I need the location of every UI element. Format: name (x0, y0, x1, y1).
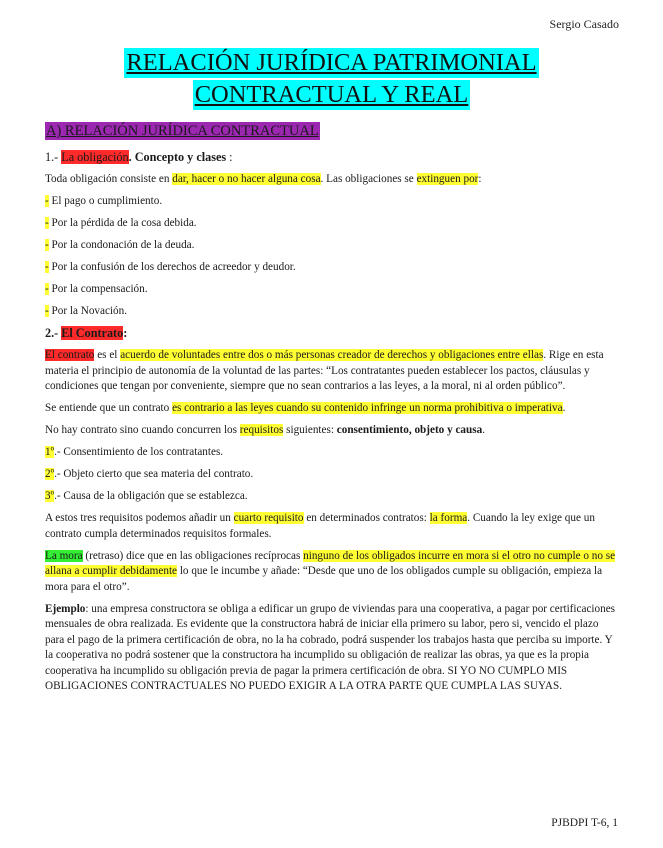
dash-marker: - (45, 195, 49, 207)
text: No hay contrato sino cuando concurren los (45, 424, 240, 436)
requisito-number: 3º (45, 490, 55, 502)
text: . (562, 402, 566, 414)
highlight: cuarto requisito (233, 512, 304, 524)
list-item-text: Por la Novación. (48, 305, 128, 317)
requisito-text: .- Causa de la obligación que se establezca. (54, 490, 248, 502)
heading-number: 1.- (45, 150, 62, 164)
list-item (45, 304, 617, 320)
highlight: es contrario a las leyes cuando su contenido infringe un norma prohibitiva o imperativa (172, 402, 563, 414)
requisito-text: .- Consentimiento de los contratantes. (54, 446, 224, 458)
paragraph-contrato (45, 348, 617, 395)
requisito-item (45, 445, 617, 461)
text: . Rige en esta materia el principio de autonomía de la voluntad de las partes: “Los contratantes pueden establecer los pactos, cláusulas y condiciones que tengan por conveniente, siempre que no sean contrarios a las leyes, a la moral, ni al orden público”. (45, 349, 604, 392)
list-item (45, 194, 617, 210)
requisito-item (45, 467, 617, 483)
text: Se entiende que un contrato (45, 402, 173, 414)
dash-marker: - (45, 239, 49, 251)
highlight: ninguno de los obligados incurre en mora si el otro no cumple o no se allana a cumplir debidamente (45, 549, 616, 577)
bold-text: consentimiento, objeto y causa (336, 424, 483, 436)
text: es el (94, 349, 121, 361)
text: : (478, 173, 482, 185)
title-line-2: CONTRACTUAL Y REAL (194, 81, 469, 108)
list-item-text: Por la compensación. (48, 283, 148, 295)
header-author: Sergio Casado (549, 17, 619, 31)
highlight: dar, hacer o no hacer alguna cosa (172, 173, 321, 185)
text: en determinados contratos: (303, 512, 430, 524)
highlight-green: La mora (45, 549, 83, 562)
highlight: acuerdo de voluntades entre dos o más personas creador de derechos y obligaciones entre ellas (120, 349, 544, 361)
highlight: extinguen por (416, 173, 479, 185)
list-item (45, 238, 617, 254)
requisito-number: 1º (45, 446, 55, 458)
list-item-text: El pago o cumplimiento. (48, 195, 163, 207)
heading-obligacion (45, 150, 617, 166)
requisito-text: .- Objeto cierto que sea materia del contrato. (54, 468, 254, 480)
text: . Las obligaciones se (320, 173, 417, 185)
text: (retraso) dice que en las obligaciones recíprocas (82, 549, 304, 562)
paragraph-requisitos (45, 423, 617, 439)
list-item (45, 260, 617, 276)
requisito-item (45, 489, 617, 505)
paragraph-obligacion (45, 172, 617, 188)
heading-concepto: . Concepto y clases (128, 150, 227, 164)
highlight-obligacion: La obligación (61, 150, 129, 164)
document-title (0, 48, 663, 110)
heading-colon: : (226, 150, 233, 164)
text: lo que le incumbe y añade: “Desde que uno de los obligados cumple su obligación, empieza la mora para el otro”. (45, 565, 603, 593)
heading-number: 2.- (45, 326, 62, 340)
highlight: la forma (429, 512, 468, 524)
requisito-number: 2º (45, 468, 55, 480)
list-item (45, 216, 617, 232)
text: Toda obligación consiste en (45, 173, 173, 185)
dash-marker: - (45, 283, 49, 295)
heading-contrato (45, 326, 617, 342)
footer-page-ref: PJBDPI T-6, 1 (551, 817, 618, 829)
text: . Cuando la ley exige que un contrato cumpla determinados requisitos formales. (45, 512, 595, 540)
dash-marker: - (45, 217, 49, 229)
list-item-text: Por la pérdida de la cosa debida. (48, 217, 197, 229)
paragraph-contrario-leyes (45, 401, 617, 417)
section-heading-a: A) RELACIÓN JURÍDICA CONTRACTUAL (46, 123, 319, 139)
highlight: El contrato (45, 349, 95, 361)
text: A estos tres requisitos podemos añadir un (45, 512, 234, 524)
text: . (482, 424, 485, 436)
text: : una empresa constructora se obliga a edificar un grupo de viviendas para una cooperativa, a pagar por certificaciones mensuales de obra realizada. Es evidente que la constructora habrá de iniciar ella primero su labor, pero si, vencido el plazo para el pago de la primera certificación de obra, no la ha cobrado, podrá suspender los trabajos hasta que perciba su importe. Y la cooperativa no podrá sostener que la constructora ha incumplido su obligación de realizar las obras, ya que es la propia cooperativa ha incumplido su obligación previa de pagar la primera certificación de obra. SI YO NO CUMPLO MIS OBLIGACIONES CONTRACTUALES NO PUEDO EXIGIR A LA OTRA PARTE QUE CUMPLA LAS SUYAS. (45, 602, 616, 692)
document-body (45, 150, 617, 701)
paragraph-forma (45, 511, 617, 542)
list-item-text: Por la condonación de la deuda. (48, 239, 195, 251)
list-item-text: Por la confusión de los derechos de acreedor y deudor. (48, 261, 296, 273)
heading-colon: : (123, 326, 128, 340)
dash-marker: - (45, 305, 49, 317)
bold-text: Ejemplo (45, 602, 86, 615)
highlight-contrato: El Contrato (61, 326, 124, 340)
list-item (45, 282, 617, 298)
title-line-1: RELACIÓN JURÍDICA PATRIMONIAL (126, 49, 537, 76)
paragraph-ejemplo (45, 602, 617, 695)
text: siguientes: (283, 424, 337, 436)
dash-marker: - (45, 261, 49, 273)
paragraph-mora (45, 549, 617, 596)
highlight: requisitos (239, 424, 284, 436)
